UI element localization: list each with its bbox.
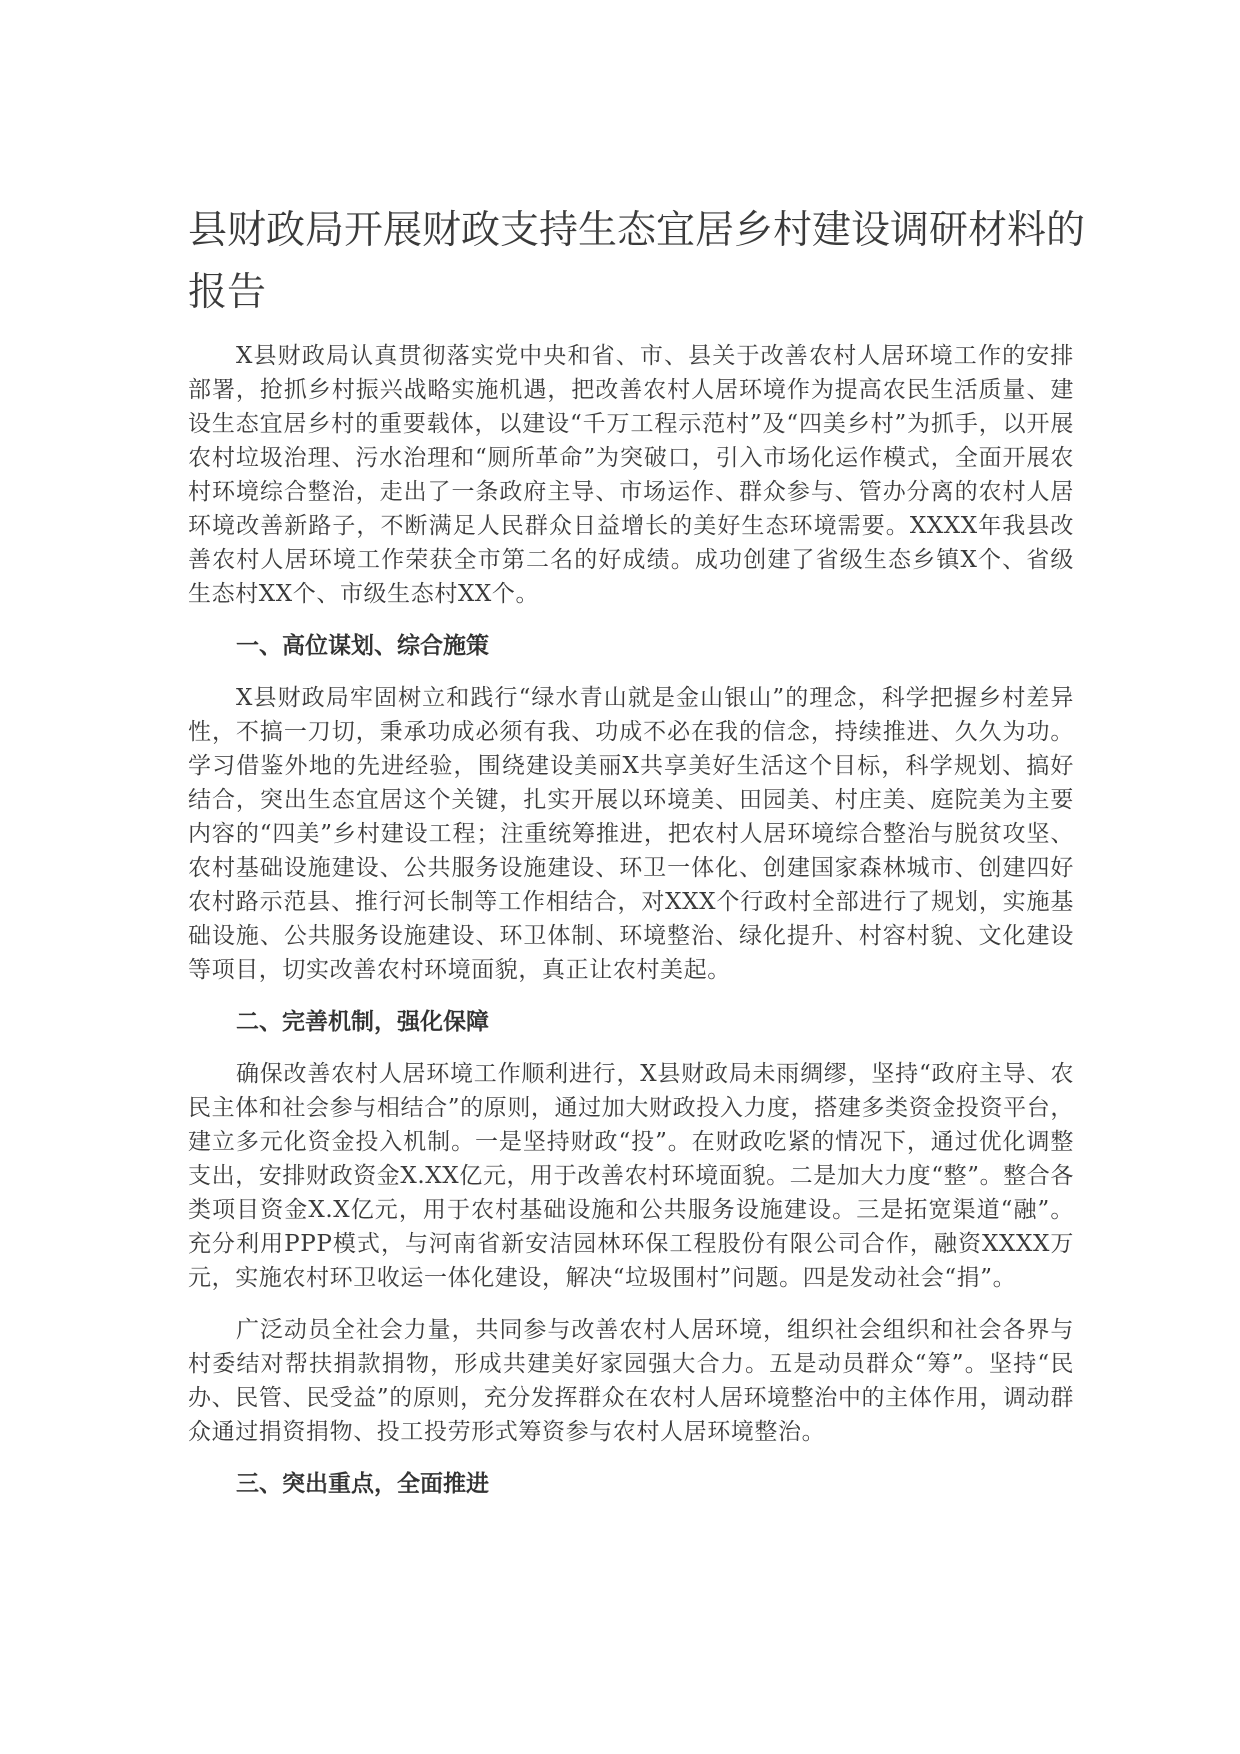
section-1-paragraph: X县财政局牢固树立和践行“绿水青山就是金山银山”的理念，科学把握乡村差异性，不搞一刀切，秉承功成必须有我、功成不必在我的信念，持续推进、久久为功。学习借鉴外地的先进经验，围绕建设美丽X共享美好生活这个目标，科学规划、搞好结合，突出生态宜居这个关键，扎实开展以环境美、田园美、村庄美、庭院美为主要内容的“四美”乡村建设工程；注重统筹推进，把农村人居环境综合整治与脱贫攻坚、农村基础设施建设、公共服务设施建设、环卫一体化、创建国家森林城市、创建四好农村路示范县、推行河长制等工作相结合，对XXX个行政村全部进行了规划，实施基础设施、公共服务设施建设、环卫体制、环境整治、绿化提升、村容村貌、文化建设等项目，切实改善农村环境面貌，真正让农村美起。 [188,685,1074,983]
intro-paragraph: X县财政局认真贯彻落实党中央和省、市、县关于改善农村人居环境工作的安排部署，抢抓乡村振兴战略实施机遇，把改善农村人居环境作为提高农民生活质量、建设生态宜居乡村的重要载体，以建设“千万工程示范村”及“四美乡村”为抓手，以开展农村垃圾治理、污水治理和“厕所革命”为突破口，引入市场化运作模式，全面开展农村环境综合整治，走出了一条政府主导、市场运作、群众参与、管办分离的农村人居环境改善新路子，不断满足人民群众日益增长的美好生态环境需要。XXXX年我县改善农村人居环境工作荣获全市第二名的好成绩。成功创建了省级生态乡镇X个、省级生态村XX个、市级生态村XX个。 [188,343,1074,607]
section-2-paragraph-1: 确保改善农村人居环境工作顺利进行，X县财政局未雨绸缪，坚持“政府主导、农民主体和社会参与相结合”的原则，通过加大财政投入力度，搭建多类资金投资平台，建立多元化资金投入机制。一是坚持财政“投”。在财政吃紧的情况下，通过优化调整支出，安排财政资金X.XX亿元，用于改善农村环境面貌。二是加大力度“整”。整合各类项目资金X.X亿元，用于农村基础设施和公共服务设施建设。三是拓宽渠道“融”。充分利用PPP模式，与河南省新安洁园林环保工程股份有限公司合作，融资XXXX万元，实施农村环卫收运一体化建设，解决“垃圾围村”问题。四是发动社会“捐”。 [188,1061,1074,1291]
document-title: 县财政局开展财政支持生态宜居乡村建设调研材料的报告 [188,208,1086,315]
section-1-heading: 一、高位谋划、综合施策 [236,633,489,659]
document-body [188,339,1074,1519]
section-3-heading: 三、突出重点，全面推进 [236,1471,489,1497]
section-2-paragraph-2: 广泛动员全社会力量，共同参与改善农村人居环境，组织社会组织和社会各界与村委结对帮扶捐款捐物，形成共建美好家园强大合力。五是动员群众“筹”。坚持“民办、民管、民受益”的原则，充分发挥群众在农村人居环境整治中的主体作用，调动群众通过捐资捐物、投工投劳形式筹资参与农村人居环境整治。 [188,1317,1074,1445]
section-2-heading: 二、完善机制，强化保障 [236,1009,489,1035]
